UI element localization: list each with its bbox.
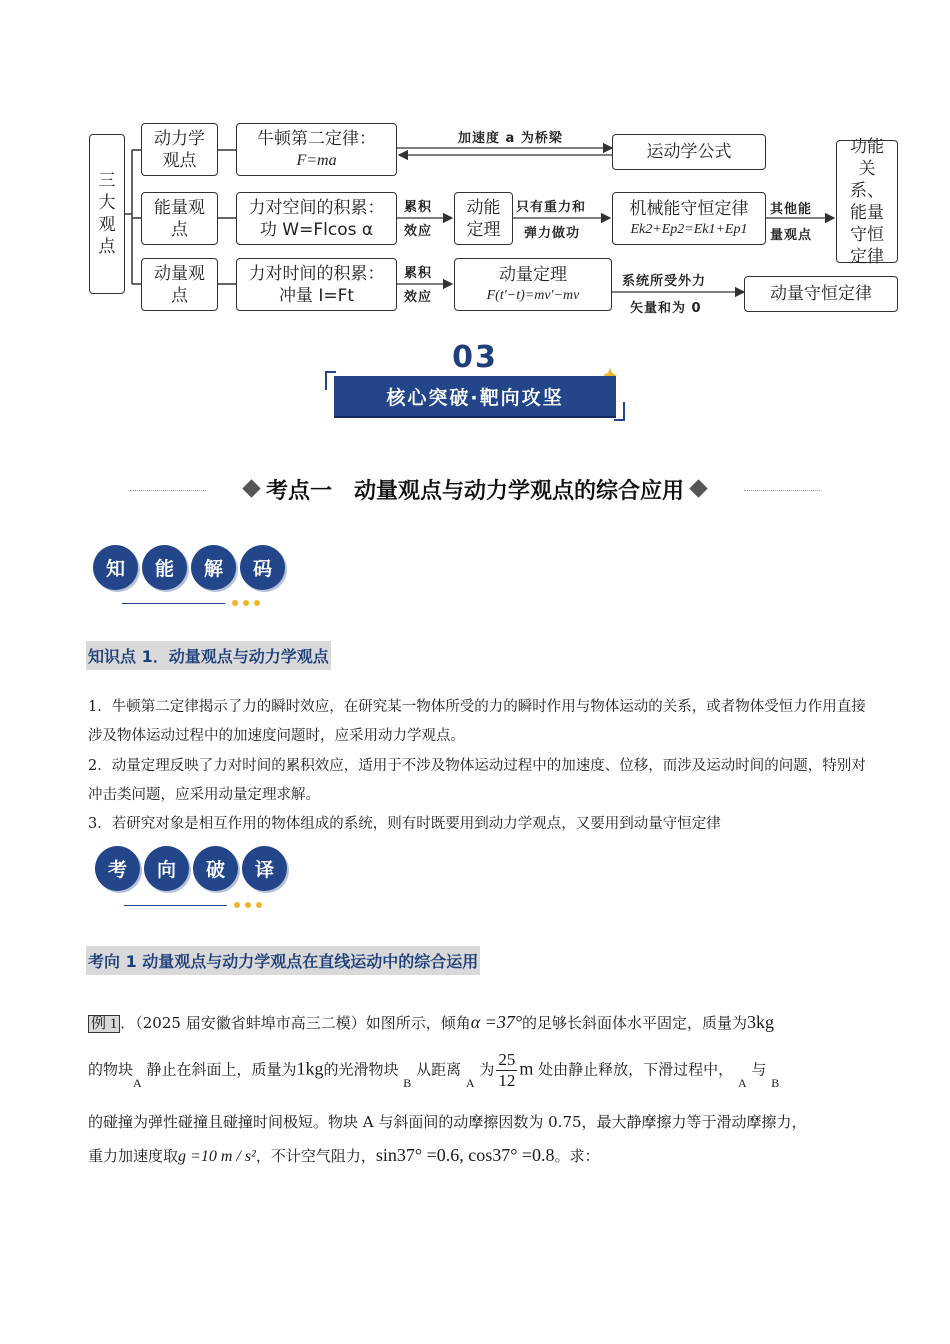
text: 。求： [554, 1147, 600, 1165]
edge-gravity-elastic-2: 弹力做功 [524, 226, 581, 241]
example-line-2 [88, 1050, 779, 1091]
newton-law-formula: F=ma [296, 151, 337, 169]
section-title [0, 474, 950, 505]
point-1: 1．牛顿第二定律揭示了力的瞬时效应，在研究某一物体所受的力的瞬时作用与物体运动的关系，或者物体受恒力作用直接涉及物体运动过程中的加速度问题时，应采用动力学观点。 [88, 699, 866, 744]
work-title: 力对空间的积累： [248, 197, 385, 218]
badge-char: 能 [142, 545, 187, 590]
example-tag: 例 1 [88, 1015, 120, 1033]
edge-gravity-elastic-1: 只有重力和 [516, 200, 587, 215]
mass-b: 1kg [296, 1058, 324, 1079]
label-b: B [403, 1075, 412, 1090]
point-2: 2．动量定理反映了力对时间的累积效应，适用于不涉及物体运动过程中的加速度、位移，而涉及运动时间的问题，特别对冲击类问题，应采用动量定理求解。 [88, 758, 866, 803]
text: 处由静止释放，下滑过程中， [538, 1060, 734, 1079]
badge-direction [95, 846, 287, 891]
text: 与 [751, 1060, 767, 1079]
trig-values: sin37° =0.6, cos37° =0.8 [375, 1145, 555, 1165]
badge-char: 解 [191, 545, 236, 590]
energy-view-label: 能量观点 [154, 197, 205, 240]
text: 的物块 [88, 1060, 134, 1079]
text: ，不计空气阻力， [255, 1147, 376, 1165]
kinetic-theorem-box [454, 192, 513, 245]
section-title-text: 考点一 动量观点与动力学观点的综合应用 [265, 479, 684, 504]
label-a: A [465, 1075, 475, 1090]
badge-direction-dots [234, 902, 262, 908]
dynamics-view-label: 动力学观点 [154, 128, 205, 171]
diamond-right-icon [689, 479, 707, 497]
knowledge-heading: 知识点 1．动量观点与动力学观点 [86, 641, 331, 670]
edge-other-energy-2: 量观点 [770, 228, 813, 243]
edge-other-energy-1: 其他能 [770, 202, 813, 217]
gravity-expression: g =10 m / s² [178, 1148, 256, 1165]
edge-external-force-2: 矢量和为 0 [630, 301, 702, 316]
badge-knowledge [93, 545, 285, 590]
diagram-root-label: 三大观点 [98, 171, 116, 257]
edge-cumulative-momentum: 累积效应 [404, 266, 433, 305]
banner-number: 03 [452, 340, 498, 375]
momentum-view-label: 动量观点 [154, 263, 205, 306]
label-a: A [133, 1075, 142, 1090]
example-line-1 [88, 1012, 774, 1033]
angle-expression: α =37° [470, 1012, 523, 1032]
text: 从距离 [416, 1060, 462, 1079]
momentum-conservation-box [744, 276, 898, 312]
momentum-view-box [141, 258, 218, 311]
dynamics-view-box [141, 123, 218, 176]
label-a: A [737, 1075, 747, 1090]
mech-energy-title: 机械能守恒定律 [629, 198, 749, 219]
impulse-formula: 冲量 I=Ft [278, 285, 355, 306]
edge-acceleration-bridge: 加速度 a 为桥梁 [458, 131, 563, 146]
badge-direction-underline [124, 905, 227, 906]
impulse-box [236, 258, 397, 311]
impulse-title: 力对时间的积累： [248, 263, 385, 284]
work-formula: 功 W=Flcos α [259, 219, 374, 240]
mech-energy-box [612, 192, 766, 245]
text: 为 [479, 1060, 495, 1079]
work-energy-label: 功能关系、能量守恒定律 [850, 136, 884, 267]
edge-cumulative-energy: 累积效应 [404, 200, 433, 239]
work-box [236, 192, 397, 245]
edge-external-force-1: 系统所受外力 [622, 274, 707, 289]
direction-heading: 考向 1 动量观点与动力学观点在直线运动中的综合运用 [86, 946, 480, 975]
text: ．（2025 届安徽省蚌埠市高三二模）如图所示，倾角 [120, 1014, 471, 1032]
numerator: 25 [498, 1050, 516, 1069]
newton-law-box [236, 123, 397, 176]
text: 静止在斜面上，质量为 [146, 1060, 297, 1079]
label-b: B [771, 1075, 780, 1090]
badge-knowledge-underline [122, 603, 225, 604]
badge-char: 译 [242, 846, 287, 891]
badge-char: 考 [95, 846, 140, 891]
denominator: 12 [498, 1071, 516, 1090]
work-energy-box [836, 136, 898, 267]
mech-energy-formula: Ek2+Ep2=Ek1+Ep1 [630, 221, 748, 237]
diamond-left-icon [242, 479, 260, 497]
example-line-4 [88, 1145, 600, 1166]
diagram-root-box [89, 134, 125, 294]
badge-char: 知 [93, 545, 138, 590]
momentum-conservation-label: 动量守恒定律 [770, 284, 872, 304]
distance-fraction [496, 1050, 517, 1091]
mass-a: 3kg [747, 1012, 775, 1032]
badge-knowledge-dots [232, 600, 260, 606]
example-line-3: 的碰撞为弹性碰撞且碰撞时间极短。物块 A 与斜面间的动摩擦因数为 0.75，最大静摩擦力等于滑动摩擦力， [88, 1113, 807, 1131]
badge-char: 破 [193, 846, 238, 891]
unit: m [519, 1058, 534, 1079]
kinetic-theorem-label: 动能定理 [466, 197, 501, 240]
momentum-theorem-formula: F(t′−t)=mv′−mv [486, 287, 580, 303]
kinematics-label: 运动学公式 [646, 142, 732, 162]
momentum-theorem-box [454, 258, 612, 311]
banner-title: 核心突破·靶向攻坚 [334, 376, 616, 416]
newton-law-title: 牛顿第二定律： [257, 128, 376, 149]
kinematics-box [612, 134, 766, 170]
text: 的足够长斜面体水平固定，质量为 [522, 1014, 748, 1032]
energy-view-box [141, 192, 218, 245]
section-banner [324, 340, 626, 422]
badge-char: 向 [144, 846, 189, 891]
text: 的光滑物块 [323, 1060, 399, 1079]
text: 重力加速度取 [88, 1147, 179, 1165]
momentum-theorem-title: 动量定理 [499, 264, 567, 285]
point-3: 3．若研究对象是相互作用的物体组成的系统，则有时既要用到动力学观点，又要用到动量守恒定律 [88, 816, 721, 832]
badge-char: 码 [240, 545, 285, 590]
